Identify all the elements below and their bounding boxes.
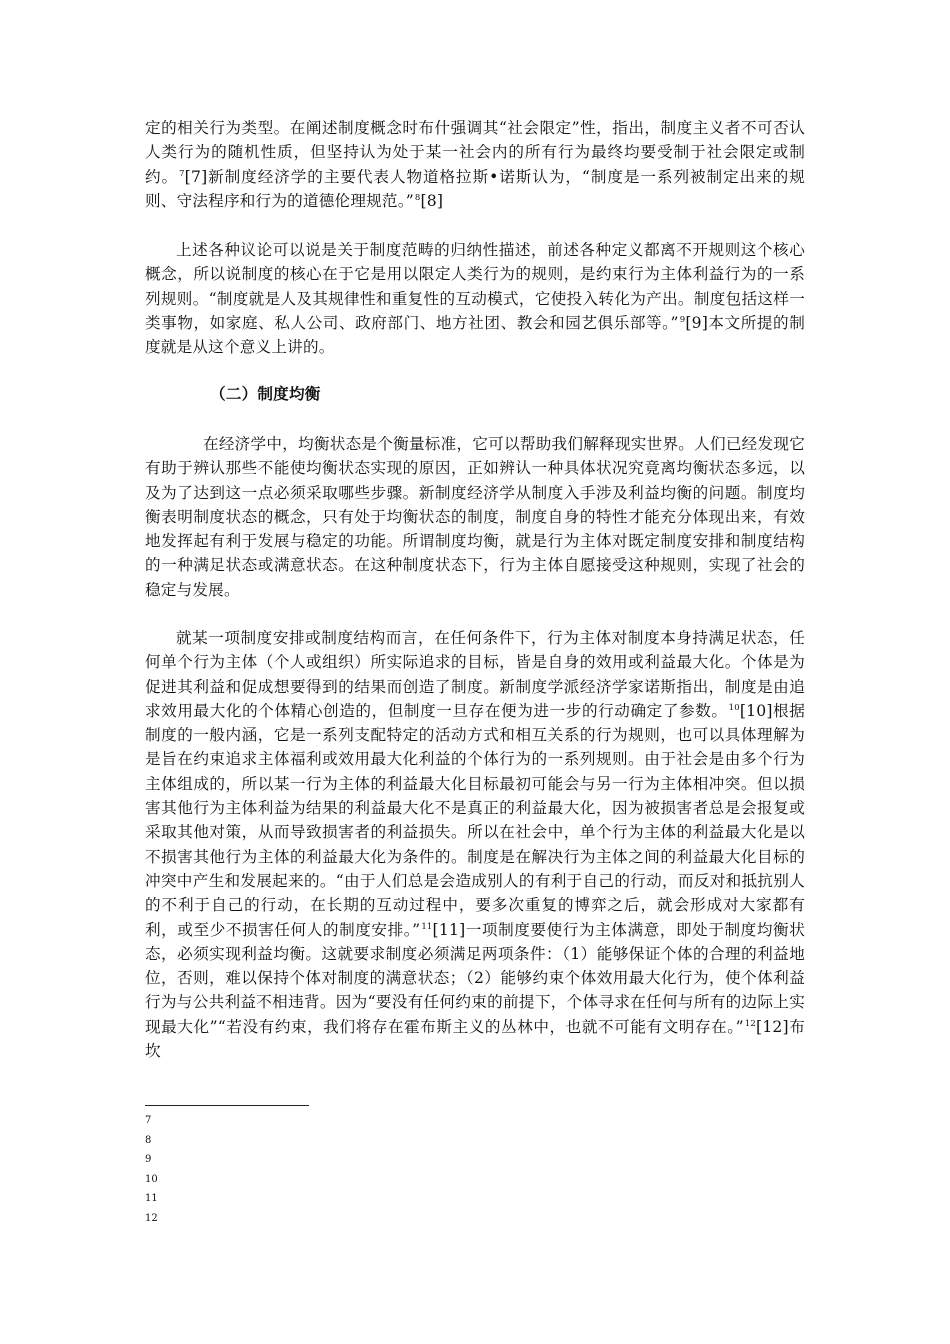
- paragraph-institution-definition: [145, 116, 805, 213]
- footnote-ref[interactable]: 7: [179, 168, 185, 179]
- citation-bracket: [8]: [420, 191, 444, 210]
- footnote-ref[interactable]: 8: [414, 192, 421, 203]
- text-segment: [11]一项制度要使行为主体满意，即处于制度均衡状态，必须实现利益均衡。这就要求制度必须满足两项条件：（1）能够保证个体的合理的利益地位，否则，难以保持个体对制度的满意状态；（2）能够约束个体效用最大化行为，使个体利益行为与公共利益不相违背。因为“要没有任何约束的前提下，个体寻求在任何与所有的边际上实现最大化”“若没有约束，我们将存在霍布斯主义的丛林中，也就不可能有文明存在。”: [145, 920, 805, 1036]
- section-heading: （二）制度均衡: [210, 384, 321, 403]
- footnote-item: 8: [145, 1134, 152, 1146]
- text-segment: [9]本文所提的制度就是从这个意义上讲的。: [145, 313, 805, 357]
- paragraph-equilibrium-concept: [145, 432, 805, 602]
- text-segment: 上述各种议论可以说是关于制度范畴的归纳性描述，前述各种定义都离不开规则这个核心概念，所以说制度的核心在于它是用以限定人类行为的规则，是约束行为主体利益行为的一系列规则。“制度就是人及其规律性和重复性的互动模式，它使投入转化为产出。制度包括这样一类事物，如家庭、私人公司、政府部门、地方社团、教会和园艺俱乐部等。”: [145, 241, 805, 332]
- text-segment: [12]布坎: [145, 1017, 806, 1061]
- footnotes-list: [145, 1111, 158, 1229]
- paragraph-institution-equilibrium: [145, 626, 805, 1063]
- footnote-ref[interactable]: 9: [679, 314, 686, 325]
- footnote-item: 12: [145, 1212, 158, 1224]
- footnote-item: 7: [145, 1115, 152, 1126]
- text-segment: [7]新制度经济学的主要代表人物道格拉斯•诺斯认为，“制度是一系列被制定出来的规则、守法程序和行为的道德伦理规范。”: [145, 167, 805, 210]
- footnote-ref[interactable]: 10: [728, 702, 740, 713]
- footnote-separator: [145, 1105, 309, 1106]
- footnote-item: 10: [145, 1173, 158, 1185]
- text-segment: 在经济学中，均衡状态是个衡量标准，它可以帮助我们解释现实世界。人们已经发现它有助于辨认那些不能使均衡状态实现的原因，正如辨认一种具体状况究竟离均衡状态多远，以及为了达到这一点必须采取哪些步骤。新制度经济学从制度入手涉及利益均衡的问题。制度均衡表明制度状态的概念，只有处于均衡状态的制度，制度自身的特性才能充分体现出来，有效地发挥起有利于发展与稳定的功能。所谓制度均衡，就是行为主体对既定制度安排和制度结构的一种满足状态或满意状态。在这种制度状态下，行为主体自愿接受这种规则，实现了社会的稳定与发展。: [145, 435, 805, 599]
- text-segment: 就某一项制度安排或制度结构而言，在任何条件下，行为主体对制度本身持满足状态，任何单个行为主体（个人或组织）所实际追求的目标，皆是自身的效用或利益最大化。个体是为促进其利益和促成想要得到的结果而创造了制度。新制度学派经济学家诺斯指出，制度是由追求效用最大化的个体精心创造的，但制度一旦存在便为进一步的行动确定了参数。: [145, 629, 805, 720]
- text-segment: [10]根据制度的一般内涵，它是一系列支配特定的活动方式和相互关系的行为规则，也可以具体理解为是旨在约束追求主体福利或效用最大化利益的个体行为的一系列规则。由于社会是由多个行为主体组成的，所以某一行为主体的利益最大化目标最初可能会与另一行为主体相冲突。但以损害其他行为主体利益为结果的利益最大化不是真正的利益最大化，因为被损害者总是会报复或采取其他对策，从而导致损害者的利益损失。所以在社会中，单个行为主体的利益最大化是以不损害其他行为主体的利益最大化为条件的。制度是在解决行为主体之间的利益最大化目标的冲突中产生和发展起来的。“由于人们总是会造成别人的有利于自己的行动，而反对和抵抗别人的不利于自己的行动，在长期的互动过程中，要多次重复的博弈之后，就会形成对大家都有利，或至少不损害任何人的制度安排。”: [145, 701, 805, 939]
- footnote-ref[interactable]: 12: [744, 1018, 757, 1029]
- footnote-ref[interactable]: 11: [421, 921, 433, 932]
- footnote-item: 11: [145, 1193, 158, 1205]
- footnote-item: 9: [145, 1154, 152, 1166]
- paragraph-institution-core: [145, 238, 805, 359]
- text-segment: 定的相关行为类型。在阐述制度概念时布什强调其“社会限定”性，指出，制度主义者不可否认人类行为的随机性质，但坚持认为处于某一社会内的所有行为最终均要受制于社会限定或制约。: [145, 119, 805, 186]
